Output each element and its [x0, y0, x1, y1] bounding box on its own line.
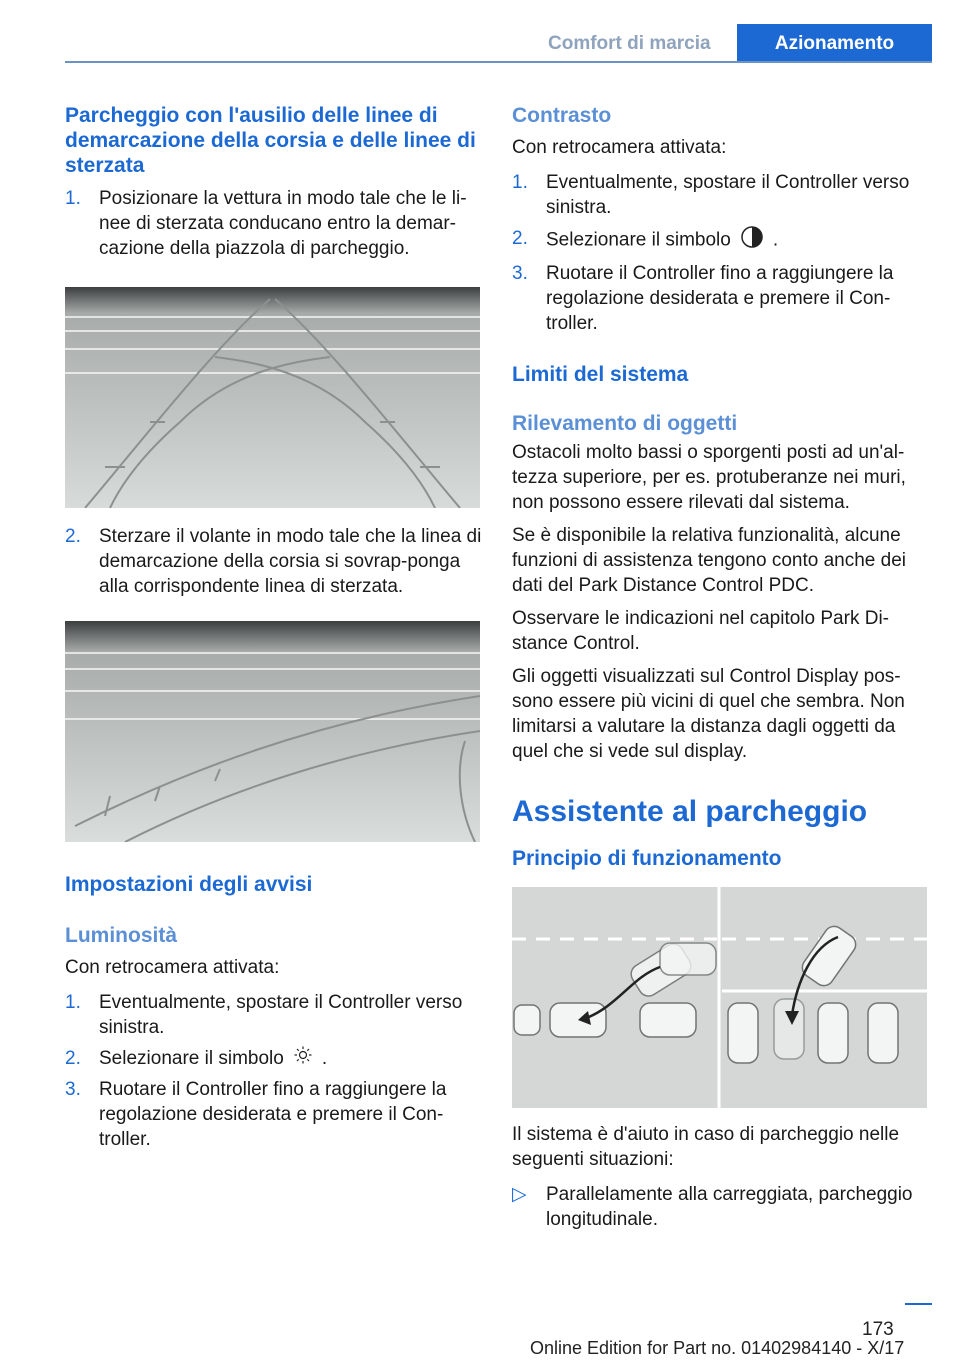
paragraph: Osservare le indicazioni nel capitolo Park Di‐stance Control. [512, 608, 889, 654]
paragraph: Ostacoli molto bassi o sporgenti posti ad un'al‐tezza superiore, per es. protuberanze nei muri, non possono essere rilevati dal sistema. [512, 442, 906, 513]
brightness-intro: Con retrocamera attivata: [65, 957, 280, 978]
contrast-intro: Con retrocamera attivata: [512, 137, 727, 158]
steps-list-1 [65, 186, 483, 261]
list-text: Selezionare il simbolo [546, 229, 731, 251]
list-text: Eventualmente, spostare il Controller verso sinistra. [546, 172, 910, 218]
list-number: 3. [65, 1079, 81, 1101]
header-tab-azionamento: Azionamento [737, 24, 932, 63]
header-rule [65, 61, 932, 63]
list-number: 2. [65, 1048, 81, 1069]
list-item [512, 226, 932, 255]
paragraph: Se è disponibile la relativa funzionalità, alcune funzioni di assistenza tengono conto anche dei dati del Park Distance Control PDC. [512, 525, 906, 596]
list-number: 2. [512, 228, 528, 249]
steps-list-2 [65, 524, 483, 599]
list-text-end: . [321, 1048, 328, 1069]
header-tab-comfort: Comfort di marcia [548, 33, 711, 54]
list-number: 1. [65, 188, 81, 209]
list-item [65, 1046, 483, 1071]
parking-diagram [512, 887, 927, 1108]
page-number: 173 [862, 1319, 894, 1340]
list-number: 3. [512, 263, 528, 284]
warnings-settings-heading: Impostazioni degli avvisi [65, 873, 313, 896]
sun-icon [294, 1046, 312, 1071]
right-column [512, 103, 932, 1232]
camera-image-2 [65, 621, 480, 842]
parking-assistant-heading: Assistente al parcheggio [512, 795, 868, 828]
contrast-icon [741, 226, 763, 255]
list-text: Ruotare il Controller fino a raggiungere la regolazione desiderata e premere il Con‐troller. [99, 1079, 447, 1151]
list-text: Posizionare la vettura in modo tale che le li‐nee di sterzata conducano entro la demar‐cazione della piazzola di parcheggio. [99, 188, 467, 259]
list-text: Eventualmente, spostare il Controller verso sinistra. [99, 992, 463, 1038]
list-text: Ruotare il Controller fino a raggiungere la regolazione desiderata e premere il Con‐troller. [546, 263, 894, 334]
principle-text: Il sistema è d'aiuto in caso di parcheggio nelle seguenti situazioni: [512, 1124, 900, 1170]
parking-lines-heading: Parcheggio con l'ausilio delle linee di demarcazione della corsia e delle linee di sterzata [65, 104, 476, 177]
list-text-end: . [772, 229, 779, 251]
list-item [65, 990, 483, 1040]
list-item [512, 261, 932, 336]
object-detection-heading: Rilevamento di oggetti [512, 412, 738, 435]
brightness-steps [65, 990, 483, 1152]
edition-text: Online Edition for Part no. 01402984140 - X/17 [530, 1338, 905, 1358]
camera-image-1 [65, 287, 480, 508]
list-text: Sterzare il volante in modo tale che la linea di demarcazione della corsia si sovrap‐ponga alla corrispondente linea di sterzata. [99, 526, 482, 597]
list-item [512, 170, 932, 220]
list-number: 1. [65, 992, 81, 1013]
list-number: 2. [65, 526, 81, 547]
brightness-heading: Luminosità [65, 924, 178, 947]
contrast-steps [512, 170, 932, 336]
footer-rule [905, 1303, 932, 1305]
principle-heading: Principio di funzionamento [512, 847, 782, 870]
list-item [65, 186, 483, 261]
contrast-heading: Contrasto [512, 104, 612, 127]
limits-heading: Limiti del sistema [512, 363, 689, 386]
bullet-list [512, 1182, 932, 1232]
list-item [65, 1077, 483, 1152]
bullet-marker: ▷ [512, 1184, 527, 1205]
left-column [65, 103, 483, 1152]
paragraph: Gli oggetti visualizzati sul Control Display pos‐sono essere più vicini di quel che sembra. Non limitarsi a valutare la distanza dagli oggetti da quel che si vede sul display. [512, 666, 905, 762]
list-text: Parallelamente alla carreggiata, parcheggio longitudinale. [546, 1184, 913, 1230]
list-item [512, 1182, 932, 1232]
list-number: 1. [512, 172, 528, 193]
list-item [65, 524, 483, 599]
list-text: Selezionare il simbolo [99, 1048, 284, 1069]
